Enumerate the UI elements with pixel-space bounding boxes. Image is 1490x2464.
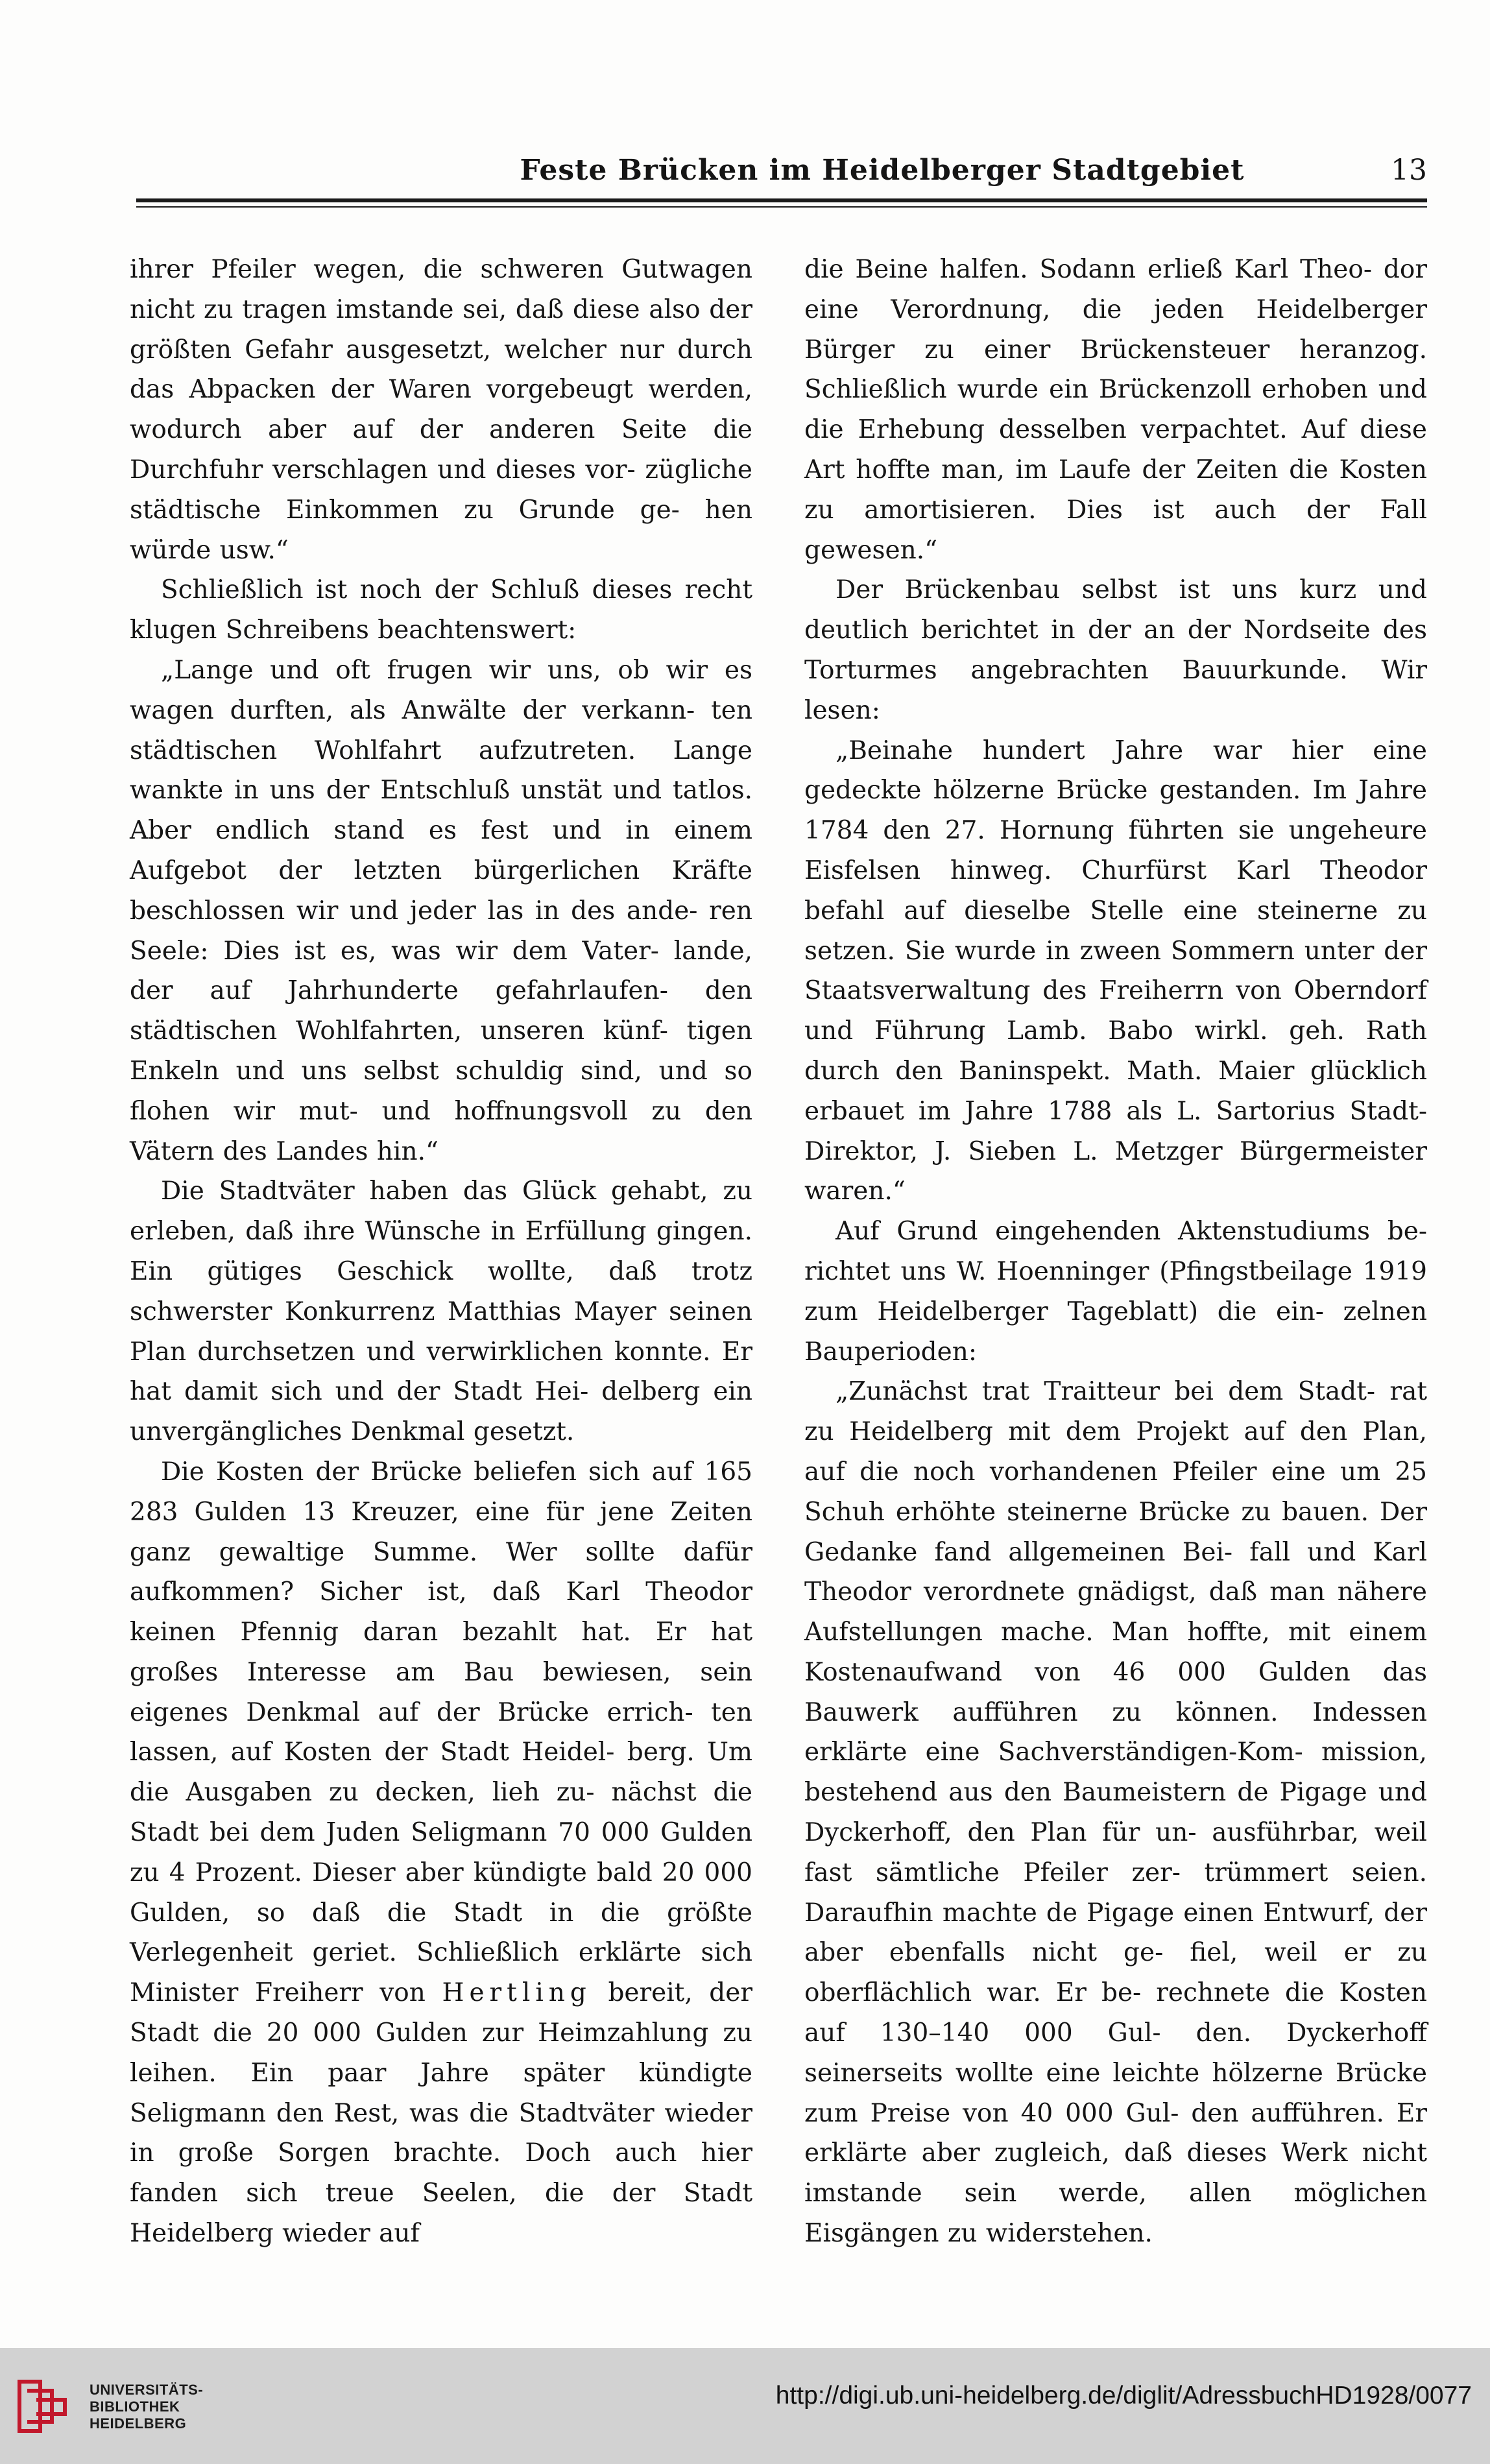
- left-column: [130, 250, 752, 2254]
- paragraph: Schließlich ist noch der Schluß dieses recht klugen Schreibens beachtenswert:: [130, 575, 752, 645]
- paragraph-text: Die Kosten der Brücke beliefen sich auf 165 283 Gulden 13 Kreuzer, eine für jene Zeiten ganz gewaltige Summe. Wer sollte dafür aufkommen? Sicher ist, daß Karl Theodor keinen Pfennig daran bezahlt hat. Er hat großes Interesse am Bau bewiesen, sein eigenes Denkmal auf der Brücke errich- ten lassen, auf Kosten der Stadt Heidel- berg. Um die Ausgaben zu decken, lieh zu- nächst die Stadt bei dem Juden Seligmann 70 000 Gulden zu 4 Prozent. Dieser aber kündigte bald 20 000 Gulden, so daß die Stadt in die größte Verlegenheit geriet. Schließlich erklärte sich Minister Freiherr von: [130, 1457, 752, 2008]
- library-logo-text: [90, 2382, 203, 2432]
- running-head: [130, 148, 1427, 193]
- paragraph: „Lange und oft frugen wir uns, ob wir es wagen durften, als Anwälte der verkann- ten städtischen Wohlfahrt aufzutreten. Lange wankte in uns der Entschluß unstät und tatlos. Aber endlich stand es fest und in einem Aufgebot der letzten bürgerlichen Kräfte beschlossen wir und jeder las in des ande- ren Seele: Dies ist es, was wir dem Vater- lande, der auf Jahrhunderte gefahrlaufen- den städtischen Wohlfahrten, unseren künf- tigen Enkeln und uns selbst schuldig sind, und so flohen wir mut- und hoffnungsvoll zu den Vätern des Landes hin.“: [130, 655, 752, 1166]
- paragraph: die Beine halfen. Sodann erließ Karl Theo- dor eine Verordnung, die jeden Heidelberger Bürger zu einer Brückensteuer heranzog. Schließlich wurde ein Brückenzoll erhoben und die Erhebung desselben verpachtet. Auf diese Art hoffte man, im Laufe der Zeiten die Kosten zu amortisieren. Dies ist auch der Fall gewesen.“: [804, 255, 1427, 565]
- header-rule-thin: [136, 206, 1427, 208]
- logo-line: UNIVERSITÄTS-: [90, 2382, 204, 2398]
- paragraph: Die Stadtväter haben das Glück gehabt, zu erleben, daß ihre Wünsche in Erfüllung gingen. Ein gütiges Geschick wollte, daß trotz schwerster Konkurrenz Matthias Mayer seinen Plan durchsetzen und verwirklichen konnte. Er hat damit sich und der Stadt Hei- delberg ein unvergängliches Denkmal gesetzt.: [130, 1177, 752, 1447]
- paragraph-text: bereit, der Stadt die 20 000 Gulden zur Heimzahlung zu leihen. Ein paar Jahre später kündigte Seligmann den Rest, was die Stadtväter wieder in große Sorgen brachte. Doch auch hier fanden sich treue Seelen, die der Stadt Heidelberg wieder auf: [130, 1978, 752, 2249]
- paragraph: Auf Grund eingehenden Aktenstudiums be- richtet uns W. Hoenninger (Pfingstbeilage 1919 zum Heidelberger Tageblatt) die ein- zelnen Bauperioden:: [804, 1217, 1427, 1367]
- right-column: [804, 250, 1427, 2254]
- viewer-footer: [0, 2348, 1490, 2464]
- logo-line: BIBLIOTHEK: [90, 2398, 180, 2415]
- header-rule-thick: [136, 198, 1427, 202]
- paragraph: Der Brückenbau selbst ist uns kurz und deutlich berichtet in der an der Nordseite des Torturmes angebrachten Bauurkunde. Wir lesen:: [804, 575, 1427, 725]
- library-logo-icon: [14, 2375, 70, 2437]
- running-title: Feste Brücken im Heidelberger Stadtgebiet: [520, 154, 1245, 187]
- spaced-name: Hertling: [442, 1978, 592, 2008]
- paragraph: „Beinahe hundert Jahre war hier eine gedeckte hölzerne Brücke gestanden. Im Jahre 1784 den 27. Hornung führten sie ungeheure Eisfelsen hinweg. Churfürst Karl Theodor befahl auf dieselbe Stelle eine steinerne zu setzen. Sie wurde in zween Sommern unter der Staatsverwaltung des Freiherrn von Oberndorf und Führung Lamb. Babo wirkl. geh. Rath durch den Baninspekt. Math. Maier glücklich erbauet im Jahre 1788 als L. Sartorius Stadt-Direktor, J. Sieben L. Metzger Bürgermeister waren.“: [804, 736, 1427, 1206]
- paragraph: ihrer Pfeiler wegen, die schweren Gutwagen nicht zu tragen imstande sei, daß diese also der größten Gefahr ausgesetzt, welcher nur durch das Abpacken der Waren vorgebeugt werden, wodurch aber auf der anderen Seite die Durchfuhr verschlagen und dieses vor- zügliche städtische Einkommen zu Grunde ge- hen würde usw.“: [130, 255, 752, 565]
- permalink-url[interactable]: http://digi.ub.uni-heidelberg.de/diglit/AdressbuchHD1928/0077: [775, 2382, 1472, 2410]
- logo-line: HEIDELBERG: [90, 2415, 187, 2432]
- paragraph: [130, 1452, 752, 2254]
- page-number: 13: [1391, 154, 1427, 187]
- paragraph: „Zunächst trat Traitteur bei dem Stadt- rat zu Heidelberg mit dem Projekt auf den Plan, auf die noch vorhandenen Pfeiler eine um 25 Schuh erhöhte steinerne Brücke zu bauen. Der Gedanke fand allgemeinen Bei- fall und Karl Theodor verordnete gnädigst, daß man nähere Aufstellungen mache. Man hoffte, mit einem Kostenaufwand von 46 000 Gulden das Bauwerk aufführen zu können. Indessen erklärte eine Sachverständigen-Kom- mission, bestehend aus den Baumeistern de Pigage und Dyckerhoff, den Plan für un- ausführbar, weil fast sämtliche Pfeiler zer- trümmert seien. Daraufhin machte de Pigage einen Entwurf, der aber ebenfalls nicht ge- fiel, weil er zu oberflächlich war. Er be- rechnete die Kosten auf 130–140 000 Gul- den. Dyckerhoff seinerseits wollte eine leichte hölzerne Brücke zum Preise von 40 000 Gul- den aufführen. Er erklärte aber zugleich, daß dieses Werk nicht imstande sein werde, allen möglichen Eisgängen zu widerstehen.: [804, 1377, 1427, 2249]
